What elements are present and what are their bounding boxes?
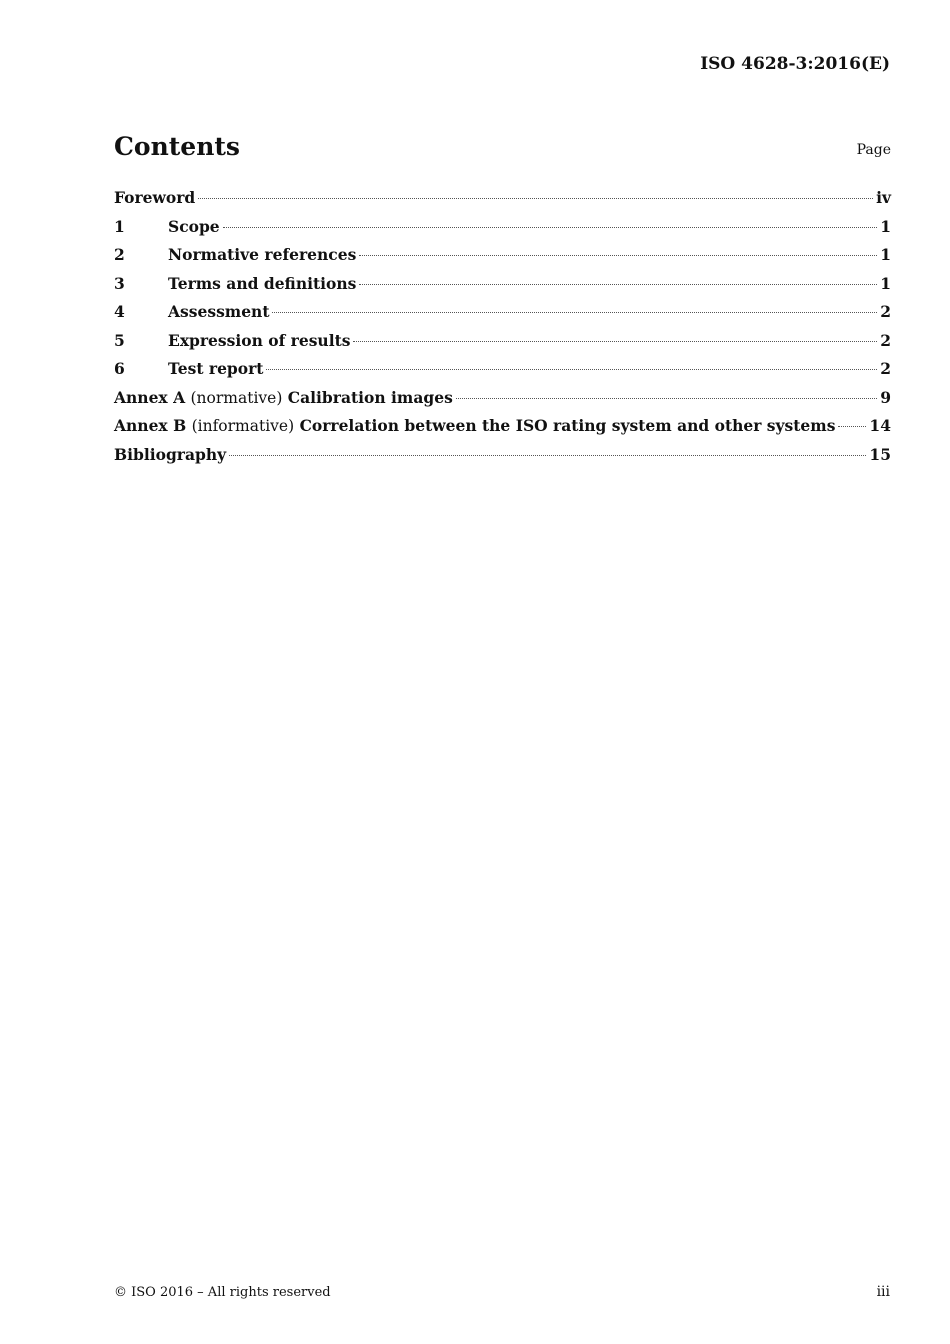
toc-entry-label: Test report (168, 359, 264, 378)
toc-entry-page: 1 (880, 273, 891, 293)
document-id: ISO 4628-3:2016(E) (700, 54, 890, 74)
dot-leader (456, 398, 877, 399)
toc-entry-bibliography[interactable] (114, 441, 891, 470)
contents-header (114, 132, 891, 166)
toc-entry-label: Terms and definitions (168, 273, 357, 293)
toc-entry-annex-b[interactable] (114, 412, 891, 441)
toc-entry-annex-a[interactable] (114, 384, 891, 413)
dot-leader (198, 198, 873, 199)
toc-entry-page: 14 (869, 416, 891, 435)
annex-title: Calibration images (287, 387, 453, 407)
toc-entry-number: 4 (114, 302, 125, 321)
toc-entry-label: Assessment (168, 302, 270, 321)
toc-entry-page: 2 (880, 302, 891, 321)
annex-type: (normative) (190, 388, 283, 407)
toc-entry-test-report[interactable] (114, 355, 891, 384)
dot-leader (359, 255, 877, 256)
dot-leader (266, 369, 877, 370)
toc-entry-foreword[interactable] (114, 184, 891, 213)
contents-title: Contents (114, 132, 241, 161)
toc-entry-label: Foreword (114, 188, 196, 207)
toc-entry-number: 2 (114, 245, 125, 264)
toc-entry-page: iv (876, 188, 891, 207)
toc-entry-label: Scope (168, 216, 220, 236)
toc-entry-number: 3 (114, 273, 125, 293)
dot-leader (272, 312, 877, 313)
dot-leader (223, 227, 878, 228)
annex-type: (informative) (191, 417, 295, 435)
toc-entry-number: 6 (114, 359, 125, 378)
toc-entry-number: 5 (114, 330, 125, 350)
toc-entry-label: Expression of results (168, 330, 351, 350)
toc-entry-page: 9 (880, 387, 891, 407)
toc-entry-number: 1 (114, 216, 125, 236)
annex-prefix: Annex A (114, 387, 186, 407)
toc-entry-label: Normative references (168, 245, 357, 264)
toc-entry-assessment[interactable] (114, 298, 891, 327)
toc-entry-expression-of-results[interactable] (114, 327, 891, 356)
annex-title: Correlation between the ISO rating system and other systems (299, 416, 836, 435)
dot-leader (229, 455, 866, 456)
page-column-label: Page (856, 142, 891, 158)
toc-entry-page: 1 (880, 245, 891, 264)
footer-page-number: iii (876, 1284, 890, 1300)
toc-annex-heading (114, 384, 453, 413)
toc-entry-page: 2 (880, 330, 891, 350)
dot-leader (353, 341, 877, 342)
toc-entry-normative-references[interactable] (114, 241, 891, 270)
toc-entry-page: 15 (869, 444, 891, 464)
toc-entry-page: 2 (880, 359, 891, 378)
dot-leader (359, 284, 877, 285)
table-of-contents (114, 184, 891, 469)
toc-entry-label: Bibliography (114, 444, 227, 464)
toc-entry-scope[interactable] (114, 213, 891, 242)
toc-entry-page: 1 (880, 216, 891, 236)
dot-leader (838, 426, 866, 427)
toc-entry-terms-and-definitions[interactable] (114, 270, 891, 299)
annex-prefix: Annex B (114, 416, 187, 435)
footer-copyright: © ISO 2016 – All rights reserved (114, 1285, 331, 1300)
toc-annex-heading (114, 412, 835, 441)
